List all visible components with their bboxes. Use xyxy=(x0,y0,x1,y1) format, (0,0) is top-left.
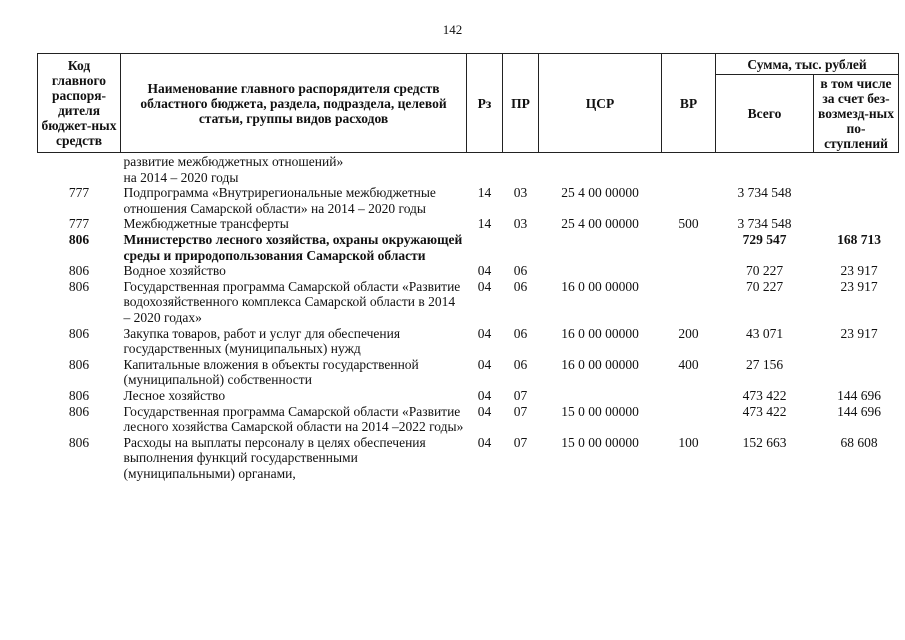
cell-csr: 15 0 00 00000 xyxy=(561,403,639,419)
header-code: Код главного распоря-дителя бюджет-ных средств xyxy=(38,54,121,153)
cell-rz: 14 xyxy=(477,185,492,201)
cell-vr xyxy=(662,153,716,186)
cell-total: 70 227 xyxy=(745,278,784,294)
cell-name: развитие межбюджетных отношений» на 2014 – 2020 годы xyxy=(123,154,344,185)
cell-grat xyxy=(814,153,899,186)
cell-code: 806 xyxy=(68,403,90,419)
cell-csr: 16 0 00 00000 xyxy=(561,356,639,372)
cell-vr xyxy=(662,388,716,404)
cell-pr: 06 xyxy=(513,356,528,372)
cell-name: Межбюджетные трансферты xyxy=(123,216,289,232)
cell-vr: 200 xyxy=(678,325,699,341)
table-row xyxy=(38,435,899,482)
cell-grat xyxy=(814,357,899,388)
cell-csr: 16 0 00 00000 xyxy=(561,278,639,294)
table-row xyxy=(38,279,899,326)
cell-vr: 500 xyxy=(678,216,699,232)
cell-csr xyxy=(539,263,662,279)
cell-rz: 04 xyxy=(477,325,492,341)
header-total: Всего xyxy=(716,75,814,153)
cell-code: 777 xyxy=(68,216,90,232)
cell-vr xyxy=(662,185,716,216)
cell-total: 3 734 548 xyxy=(737,216,792,232)
cell-rz: 04 xyxy=(477,263,492,279)
cell-pr: 07 xyxy=(513,434,528,450)
cell-rz: 04 xyxy=(477,434,492,450)
cell-total: 43 071 xyxy=(745,325,784,341)
cell-name: Капитальные вложения в объекты государственной (муниципальной) собственности xyxy=(123,356,419,388)
cell-vr xyxy=(662,404,716,435)
cell-vr xyxy=(662,263,716,279)
table-row xyxy=(38,357,899,388)
cell-name: Закупка товаров, работ и услуг для обеспечения государственных (муниципальных) нужд xyxy=(123,325,401,357)
cell-grat: 168 713 xyxy=(837,231,881,247)
table-row xyxy=(38,404,899,435)
cell-pr: 03 xyxy=(513,216,528,232)
cell-pr: 07 xyxy=(513,403,528,419)
cell-name: Лесное хозяйство xyxy=(123,387,226,403)
cell-code: 806 xyxy=(68,231,90,247)
cell-code: 806 xyxy=(68,263,90,279)
cell-total: 473 422 xyxy=(742,387,787,403)
cell-code: 806 xyxy=(68,278,90,294)
header-pr: ПР xyxy=(503,54,539,153)
cell-vr xyxy=(662,279,716,326)
cell-grat: 23 917 xyxy=(840,325,878,341)
table-row xyxy=(38,232,899,263)
cell-name: Водное хозяйство xyxy=(123,263,226,279)
cell-csr: 25 4 00 00000 xyxy=(561,216,639,232)
cell-rz: 04 xyxy=(477,403,492,419)
cell-vr: 100 xyxy=(678,434,699,450)
cell-total: 152 663 xyxy=(742,434,787,450)
cell-csr xyxy=(539,153,662,186)
cell-rz: 14 xyxy=(477,216,492,232)
cell-name: Государственная программа Самарской области «Развитие лесного хозяйства Самарской области на 2014 –2022 годы» xyxy=(123,403,464,435)
cell-grat: 68 608 xyxy=(840,434,878,450)
cell-pr: 07 xyxy=(513,387,528,403)
cell-vr xyxy=(662,232,716,263)
cell-code: 806 xyxy=(68,387,90,403)
cell-name: Государственная программа Самарской области «Развитие водохозяйственного комплекса Самарской области в 2014 – 2020 годах» xyxy=(123,278,461,325)
cell-rz: 04 xyxy=(477,278,492,294)
budget-table xyxy=(37,53,899,481)
cell-csr xyxy=(539,388,662,404)
cell-pr: 03 xyxy=(513,185,528,201)
cell-rz: 04 xyxy=(477,356,492,372)
table-row xyxy=(38,216,899,232)
cell-pr xyxy=(503,232,539,263)
cell-code: 777 xyxy=(68,185,90,201)
cell-csr: 16 0 00 00000 xyxy=(561,325,639,341)
cell-rz: 04 xyxy=(477,387,492,403)
cell-grat xyxy=(814,216,899,232)
cell-pr: 06 xyxy=(513,278,528,294)
cell-total: 3 734 548 xyxy=(737,185,792,201)
cell-total: 70 227 xyxy=(745,263,784,279)
cell-grat: 144 696 xyxy=(837,403,881,419)
cell-code xyxy=(38,153,121,186)
table-row xyxy=(38,263,899,279)
header-vr: ВР xyxy=(662,54,716,153)
cell-grat: 23 917 xyxy=(840,263,878,279)
cell-grat xyxy=(814,185,899,216)
cell-code: 806 xyxy=(68,434,90,450)
cell-total: 27 156 xyxy=(745,356,784,372)
table-header xyxy=(38,54,899,153)
table-row xyxy=(38,388,899,404)
cell-csr xyxy=(539,232,662,263)
header-grat: в том числе за счет без-возмезд-ных по-ступлений xyxy=(814,75,899,153)
cell-pr: 06 xyxy=(513,325,528,341)
cell-name: Расходы на выплаты персоналу в целях обеспечения выполнения функций государственными (муниципальными) органами, xyxy=(123,434,426,481)
cell-grat: 144 696 xyxy=(837,387,881,403)
cell-total xyxy=(716,153,814,186)
cell-rz xyxy=(467,153,503,186)
table-row xyxy=(38,185,899,216)
cell-total: 473 422 xyxy=(742,403,787,419)
cell-grat: 23 917 xyxy=(840,278,878,294)
cell-pr: 06 xyxy=(513,263,528,279)
header-name: Наименование главного распорядителя средств областного бюджета, раздела, подраздела, целевой статьи, группы видов расходов xyxy=(121,54,467,153)
header-sum: Сумма, тыс. рублей xyxy=(716,54,899,75)
header-rz: Рз xyxy=(467,54,503,153)
cell-code: 806 xyxy=(68,325,90,341)
page-number: 142 xyxy=(442,22,463,37)
table-row xyxy=(38,326,899,357)
cell-name: Подпрограмма «Внутрирегиональные межбюджетные отношения Самарской области» на 2014 – 2020 годы xyxy=(123,185,436,216)
cell-total: 729 547 xyxy=(742,231,787,247)
cell-csr: 15 0 00 00000 xyxy=(561,434,639,450)
cell-name: Министерство лесного хозяйства, охраны окружающей среды и природопользования Самарской области xyxy=(123,231,463,263)
cell-code: 806 xyxy=(68,356,90,372)
table-row xyxy=(38,153,899,186)
cell-pr xyxy=(503,153,539,186)
cell-rz xyxy=(467,232,503,263)
header-csr: ЦСР xyxy=(539,54,662,153)
cell-csr: 25 4 00 00000 xyxy=(561,185,639,201)
cell-vr: 400 xyxy=(678,356,699,372)
table-body xyxy=(38,153,899,482)
